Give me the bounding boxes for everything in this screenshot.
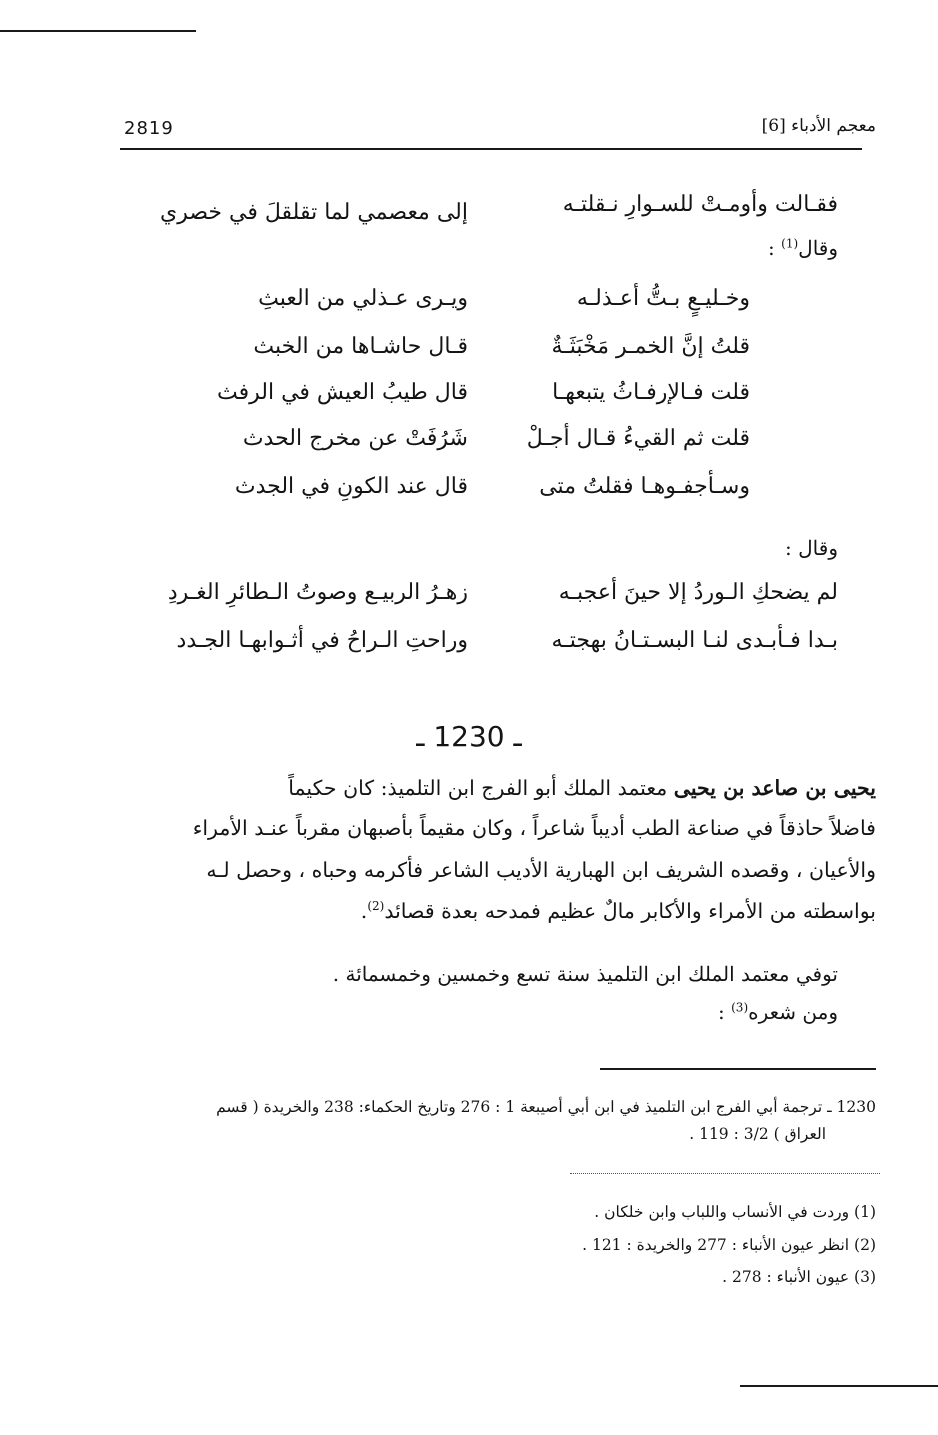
footnote-marker-1: (1) <box>781 236 799 251</box>
subject-name: يحيى بن صاعد بن يحيى <box>673 776 876 800</box>
poem2-hemistich-right: بـدا فـأبـدى لنـا البسـتـانُ بهجتـه <box>551 628 838 653</box>
top-edge-rule <box>0 30 196 32</box>
death-note: توفي معتمد الملك ابن التلميذ سنة تسع وخمسين وخمسمائة . <box>332 962 838 986</box>
bio-line-2: فاضلاً حاذقاً في صناعة الطب أديباً شاعراً ، وكان مقيماً بأصبهان مقرباً عنـد الأمراء <box>192 816 876 840</box>
running-header-title: معجم الأدباء [6] <box>761 116 876 136</box>
poem2-hemistich-left: زهـرُ الربيـع وصوتُ الـطائرِ الغـردِ <box>167 580 468 605</box>
footnote-2: (2) انظر عيون الأنباء : 277 والخريدة : 121 . <box>582 1236 876 1254</box>
poetry-intro: ومن شعره$^{(3)}$ : <box>718 1000 838 1024</box>
footnote-separator <box>600 1068 876 1070</box>
poem1-hemistich-right: قلتُ إنَّ الخمـر مَخْبَثَـةٌ <box>551 334 750 359</box>
bottom-edge-rule <box>740 1385 938 1387</box>
poem1-hemistich-left: قال عند الكونِ في الجدث <box>234 474 468 499</box>
poem1-hemistich-left: قـال حاشـاها من الخبث <box>253 334 468 359</box>
poem2-hemistich-left: وراحتِ الـراحُ في أثـوابهـا الجـدد <box>176 628 468 653</box>
poem1-hemistich-right: قلت ثم القيءُ قـال أجـلْ <box>526 426 750 451</box>
entry-number: ـ 1230 ـ <box>416 720 522 753</box>
footnote-3: (3) عيون الأنباء : 278 . <box>722 1268 876 1286</box>
poem1-hemistich-right: قلت فـالإرفـاثُ يتبعهـا <box>552 380 750 405</box>
footnote-marker-3: (3) <box>731 1000 749 1015</box>
poem-intro-1: وقال$^{(1)}$ : <box>768 236 838 260</box>
poem1-hemistich-right: وخـليـعٍ بـتُّ أعـذلـه <box>576 286 750 311</box>
bio-line-1: يحيى بن صاعد بن يحيى معتمد الملك أبو الفرج ابن التلميذ: كان حكيماً <box>288 776 876 800</box>
footnote-dotted-divider <box>570 1173 880 1174</box>
poem1-hemistich-left: قال طيبُ العيش في الرفث <box>217 380 468 405</box>
footnote-1: (1) وردت في الأنساب واللباب وابن خلكان . <box>594 1203 876 1221</box>
poem-intro-2: وقال : <box>785 536 838 560</box>
poem1-hemistich-left: شَرُفَتْ عن مخرج الحدث <box>242 426 468 451</box>
poem1-hemistich-right: وسـأجفـوهـا فقلتُ متى <box>539 474 750 499</box>
poem2-hemistich-right: لم يضحكِ الـوردُ إلا حينَ أعجبـه <box>558 580 838 605</box>
bibliography-line-2: العراق ) 3/2 : 119 . <box>689 1125 826 1143</box>
bio-line-3: والأعيان ، وقصده الشريف ابن الهبارية الأديب الشاعر فأكرمه وحباه ، وحصل لـه <box>206 858 876 882</box>
header-rule <box>120 148 862 150</box>
verse-opening-left: إلى معصمي لما تقلقلَ في خصري <box>160 200 468 225</box>
bio-line-4: بواسطته من الأمراء والأكابر مالٌ عظيم فمدحه بعدة قصائد$^{(2)}$. <box>360 898 876 923</box>
poem1-hemistich-left: ويـرى عـذلي من العبثِ <box>258 286 468 311</box>
bibliography-line-1: 1230 ـ ترجمة أبي الفرج ابن التلميذ في ابن أبي أصيبعة 1 : 276 وتاريخ الحكماء: 238 والخريدة ( قسم <box>216 1098 876 1116</box>
verse-opening-right: فقـالت وأومـتْ للسـوارِ نـقلتـه <box>562 192 838 217</box>
footnote-marker-2: (2) <box>367 899 385 913</box>
page-number: 2819 <box>124 118 174 139</box>
